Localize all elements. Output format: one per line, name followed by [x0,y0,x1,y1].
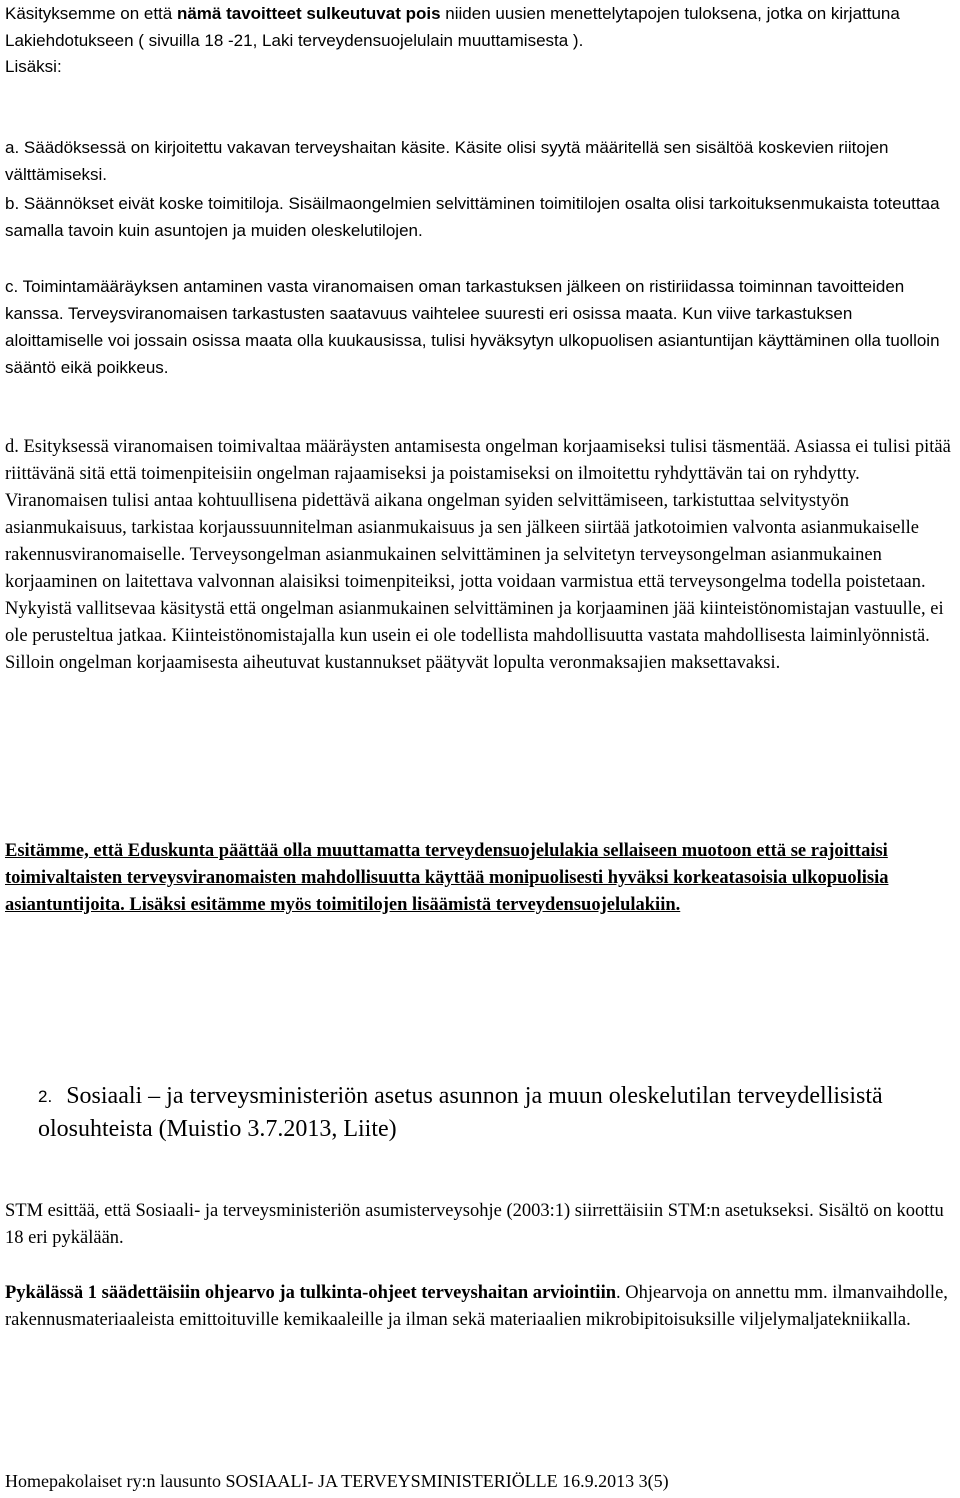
proposal-paragraph: Esitämme, että Eduskunta päättää olla muuttamatta terveydensuojelulakia sellaiseen muotoon että se rajoittaisi toimivaltaisten terveysviranomaisten mahdollisuutta käyttää monipuolisesti hyväksi korkeatasoisia ulkopuolisia asiantuntijoita. Lisäksi esitämme myös toimitilojen lisäämistä terveydensuojelulakiin. [5,841,889,915]
lisaksi-label: Lisäksi: [5,57,62,76]
item-d-paragraph: d. Esityksessä viranomaisen toimivaltaa määräysten antamisesta ongelman korjaamiseksi tulisi täsmentää. Asiassa ei tulisi pitää riittävänä sitä että toimenpiteisiin ongelman rajaamiseksi ja poistamiseksi on ilmoitettu ryhdyttävän tai on ryhdytty. Viranomaisen tulisi antaa kohtuullisena pidettävä aikana ongelman syiden selvittämiseen, tarkistuttaa selvitystyön asianmukaisuus, tarkistaa korjaussuunnitelman asianmukaisuus ja sen jälkeen siirtää jatkotoimien valvonta asianmukaiselle rakennusviranomaiselle. Terveysongelman asianmukainen selvittäminen ja selvitetyn terveysongelman asianmukainen korjaaminen on laitettava valvonnan alaisiksi toimenpiteiksi, jotta voidaan varmistua että terveysongelma todella poistetaan. Nykyistä vallitsevaa käsitystä että ongelman asianmukainen selvittäminen ja korjaaminen jää kiinteistönomistajan vastuulle, ei ole perusteltua jatkaa. Kiinteistönomistajalla kun usein ei ole todellista mahdollisuutta vastata mahdollisesta laiminlyönnistä. Silloin ongelman korjaamisesta aiheutuvat kustannukset päätyvät lopulta veronmaksajien maksettavaksi. [5,437,951,673]
pykala-paragraph [5,1280,955,1334]
intro-paragraph [5,0,955,54]
section-2-number: 2. [38,1087,53,1106]
section-2-title: Sosiaali – ja terveysministeriön asetus asunnon ja muun oleskelutilan terveydellisistä olosuhteista (Muistio 3.7.2013, Liite) [38,1083,883,1142]
pykala-bold-text: Pykälässä 1 säädettäisiin ohjearvo ja tulkinta-ohjeet terveyshaitan arviointiin [5,1283,617,1303]
page-footer: Homepakolaiset ry:n lausunto SOSIAALI- JA TERVEYSMINISTERIÖLLE 16.9.2013 3(5) [5,1471,669,1491]
section-2-heading [38,1080,938,1146]
intro-text-a: Käsityksemme on että [5,4,177,23]
stm-paragraph: STM esittää, että Sosiaali- ja terveysministeriön asumisterveysohje (2003:1) siirrettäisiin STM:n asetukseksi. Sisältö on koottu 18 eri pykälään. [5,1201,944,1248]
item-c-paragraph: c. Toimintamääräyksen antaminen vasta viranomaisen oman tarkastuksen jälkeen on ristiriidassa toiminnan tavoitteiden kanssa. Terveysviranomaisen tarkastusten saatavuus vaihtelee suuresti eri osissa maata. Kun viive tarkastuksen aloittamiselle voi jossain osissa maata olla kuukausissa, tulisi hyväksytyn ulkopuolisen asiantuntijan käyttäminen olla tuolloin sääntö eikä poikkeus. [5,277,940,377]
intro-text-c: niiden uusien menettelytapojen tuloksena, jotka on kirjattuna Lakiehdotukseen ( sivuilla 18 -21, Laki terveydensuojelulain muuttamisesta ). [5,4,900,50]
item-b-paragraph: b. Säännökset eivät koske toimitiloja. Sisäilmaongelmien selvittäminen toimitilojen osalta olisi tarkoituksenmukaista toteuttaa samalla tavoin kuin asuntojen ja muiden oleskelutilojen. [5,194,940,240]
pykala-text: . Ohjearvoja on annettu mm. ilmanvaihdolle, rakennusmateriaaleista emittoituville kemikaaleille ja ilman sekä materiaalien mikrobipitoisuksille viljelymaljatekniikalla. [5,1283,948,1330]
item-a-paragraph: a. Säädöksessä on kirjoitettu vakavan terveyshaitan käsite. Käsite olisi syytä määritellä sen sisältöä koskevien riitojen välttämiseksi. [5,138,889,184]
intro-text-bold: nämä tavoitteet sulkeutuvat pois [176,4,441,23]
